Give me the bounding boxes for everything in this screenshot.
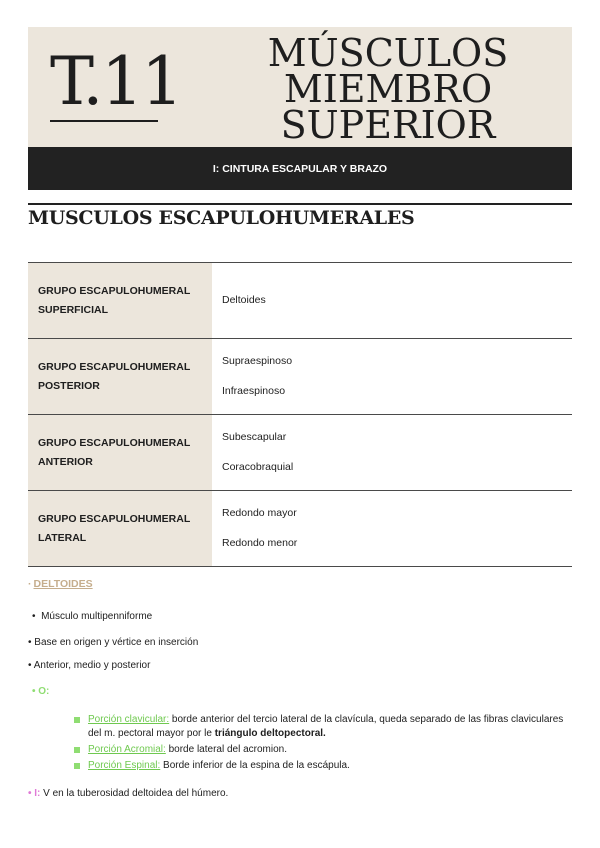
origin-label: • O: xyxy=(32,686,50,697)
square-bullet-icon xyxy=(74,763,80,769)
header-banner xyxy=(28,27,572,147)
portion-label: Porción Acromial: xyxy=(88,744,166,755)
page-title: MÚSCULOS MIEMBRO SUPERIOR xyxy=(267,31,509,147)
group-muscles xyxy=(212,263,572,339)
bullet-text: Base en origen y vértice en inserción xyxy=(34,637,199,648)
square-bullet-icon xyxy=(74,747,80,753)
portion-label: Porción Espinal: xyxy=(88,760,161,771)
group-name: GRUPO ESCAPULOHUMERAL POSTERIOR xyxy=(28,339,212,415)
table-row xyxy=(28,339,572,415)
list-item xyxy=(74,713,564,741)
muscle-name: Subescapular xyxy=(222,431,287,443)
muscle-name: Deltoides xyxy=(222,294,266,306)
table-row xyxy=(28,491,572,567)
deltoides-heading xyxy=(28,578,93,590)
muscle-name: Coracobraquial xyxy=(222,461,294,473)
group-name: GRUPO ESCAPULOHUMERAL LATERAL xyxy=(28,491,212,567)
list-item xyxy=(74,759,564,773)
bullet-text: Músculo multipenniforme xyxy=(41,611,153,622)
portion-label: Porción clavicular: xyxy=(88,714,170,725)
group-name: GRUPO ESCAPULOHUMERAL SUPERFICIAL xyxy=(28,263,212,339)
group-muscles xyxy=(212,491,572,567)
insertion-label: • I: xyxy=(28,788,41,799)
insertion-line xyxy=(28,788,228,799)
list-item xyxy=(74,743,564,757)
bullet-item: • Base en origen y vértice en inserción xyxy=(28,637,199,648)
group-name: GRUPO ESCAPULOHUMERAL ANTERIOR xyxy=(28,415,212,491)
muscle-name: Redondo menor xyxy=(222,537,298,549)
bullet-text: Anterior, medio y posterior xyxy=(33,660,151,671)
section-title: MUSCULOS ESCAPULOHUMERALES xyxy=(28,207,415,229)
muscle-name: Infraespinoso xyxy=(222,385,286,397)
subtitle-text: I: CINTURA ESCAPULAR Y BRAZO xyxy=(212,162,388,175)
square-bullet-icon xyxy=(74,717,80,723)
heading-text: DELTOIDES xyxy=(33,578,93,590)
subtitle-bar xyxy=(28,147,572,190)
table-row xyxy=(28,263,572,339)
portion-text: borde lateral del acromion. xyxy=(165,744,287,755)
groups-table xyxy=(28,262,572,567)
insertion-text: V en la tuberosidad deltoidea del húmero. xyxy=(40,788,229,799)
bullet-item: • Anterior, medio y posterior xyxy=(28,660,151,671)
portion-bold-text: triángulo deltopectoral. xyxy=(214,728,326,739)
origin-list xyxy=(74,713,564,775)
topic-code-underline xyxy=(50,120,158,122)
heading-prefix: · xyxy=(28,578,32,590)
group-muscles xyxy=(212,415,572,491)
bullet-item: • Músculo multipenniforme xyxy=(32,611,153,622)
muscle-name: Supraespinoso xyxy=(222,355,293,367)
portion-text: borde anterior del tercio lateral de la clavícula, queda separado de las fibras claviculares del m. pectoral mayor por le xyxy=(88,714,564,739)
group-muscles xyxy=(212,339,572,415)
section-rule xyxy=(28,203,572,205)
topic-code: T.11 xyxy=(50,43,182,120)
portion-text: Borde inferior de la espina de la escápula. xyxy=(160,760,350,771)
muscle-name: Redondo mayor xyxy=(222,507,297,519)
table-row xyxy=(28,415,572,491)
